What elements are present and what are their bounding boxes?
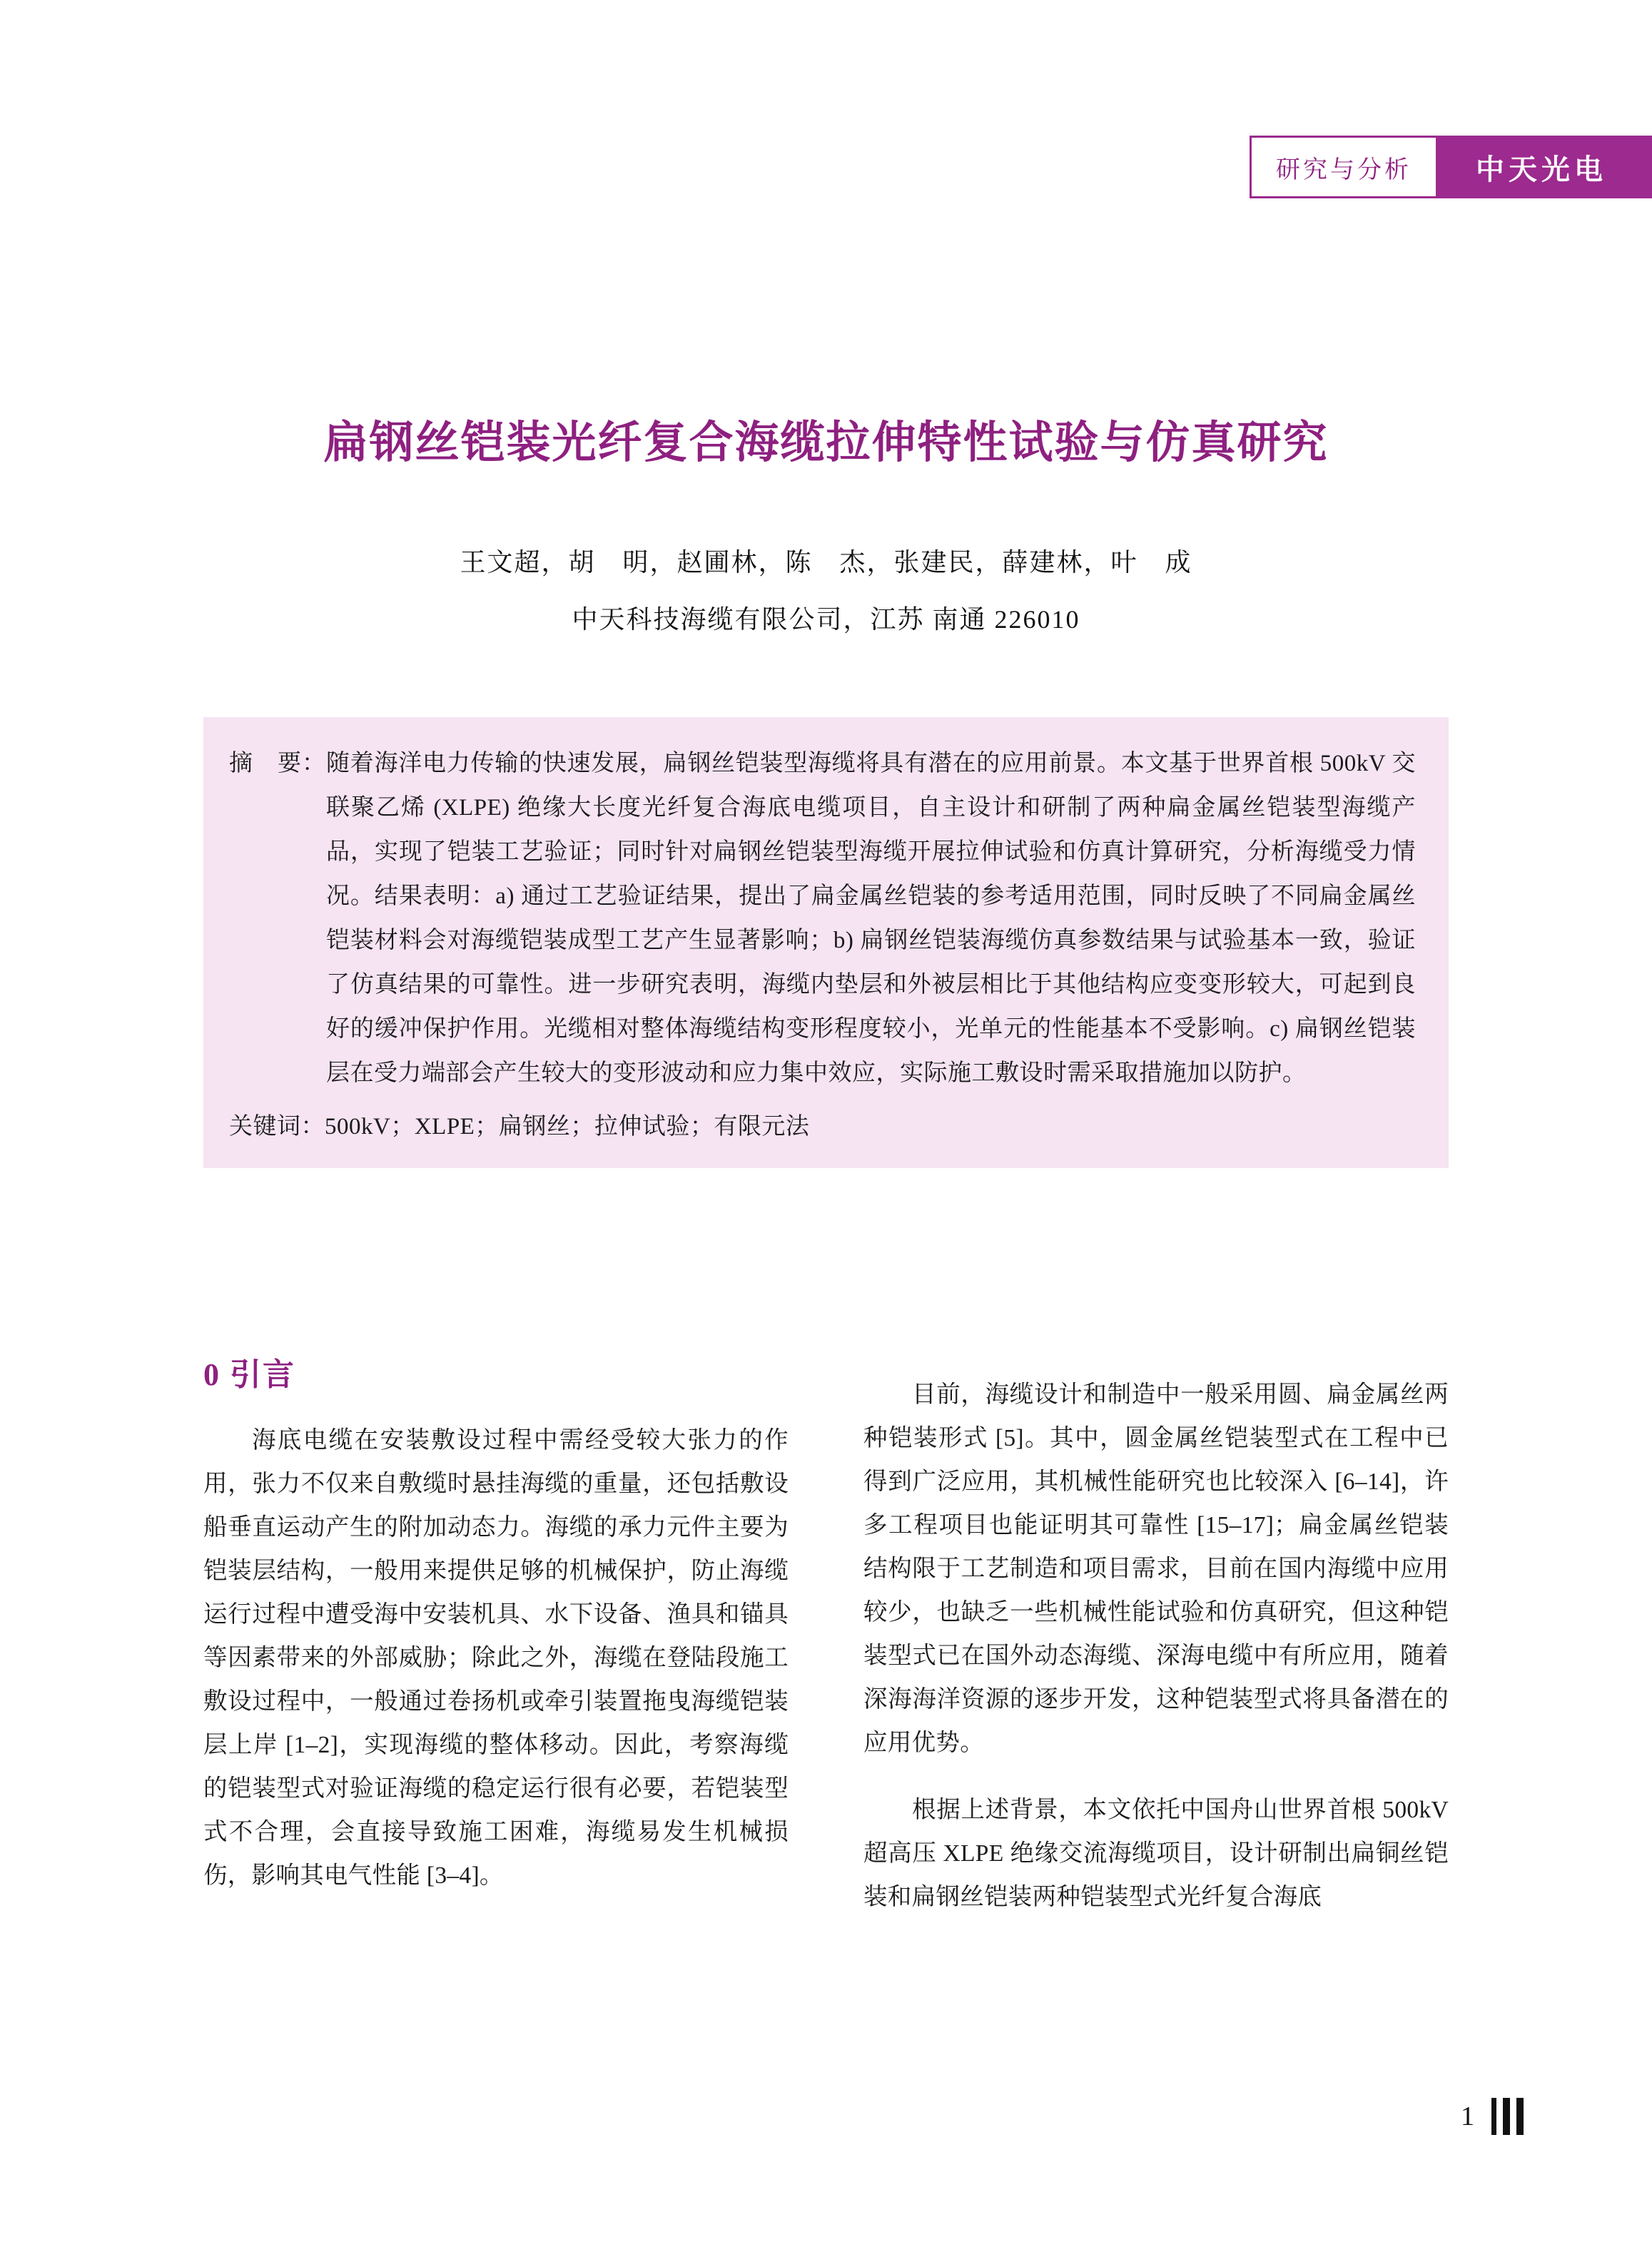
abstract-label: 摘 要： [229,751,326,776]
keywords-line: 关键词：500kV；XLPE；扁钢丝；拉伸试验；有限元法 [229,1114,810,1140]
body-columns [203,1349,1449,1943]
affiliation: 中天科技海缆有限公司，江苏 南通 226010 [572,605,1080,634]
footer-bars-decoration [1491,2098,1524,2135]
abstract-row [229,741,1416,1095]
abstract-block [203,717,1449,1168]
page-title: 扁钢丝铠装光纤复合海缆拉伸特性试验与仿真研究 [323,419,1329,467]
header-section-label: 研究与分析 [1250,136,1438,198]
paragraph: 目前，海缆设计和制造中一般采用圆、扁金属丝两种铠装形式 [5]。其中，圆金属丝铠装型式在工程中已得到广泛应用，其机械性能研究也比较深入 [6–14]，许多工程项目也能证明其可靠性 [15–17]；扁金属丝铠装结构限于工艺制造和项目需求，目前在国内海缆中应用较少，也缺乏一些机械性能试验和仿真研究，但这种铠装型式已在国外动态海缆、深海电缆中有所应用，随着深海海洋资源的逐步开发，这种铠装型式将具备潜在的应用优势。 [863,1381,1449,1756]
section-heading-introduction: 0 引言 [203,1357,295,1392]
paragraph: 根据上述背景，本文依托中国舟山世界首根 500kV 超高压 XLPE 绝缘交流海缆项目，设计研制出扁铜丝铠装和扁钢丝铠装两种铠装型式光纤复合海底 [863,1797,1449,1910]
page-footer [1461,2098,1524,2135]
author-list: 王文超，胡 明，赵圃林，陈 杰，张建民，薛建林，叶 成 [460,548,1192,577]
column-left [203,1349,789,1943]
abstract-text: 随着海洋电力传输的快速发展，扁钢丝铠装型海缆将具有潜在的应用前景。本文基于世界首根 500kV 交联聚乙烯 (XLPE) 绝缘大长度光纤复合海底电缆项目，自主设计和研制了两种扁金属丝铠装型海缆产品，实现了铠装工艺验证；同时针对扁钢丝铠装型海缆开展拉伸试验和仿真计算研究，分析海缆受力情况。结果表明：a) 通过工艺验证结果，提出了扁金属丝铠装的参考适用范围，同时反映了不同扁金属丝铠装材料会对海缆铠装成型工艺产生显著影响；b) 扁钢丝铠装海缆仿真参数结果与试验基本一致，验证了仿真结果的可靠性。进一步研究表明，海缆内垫层和外被层相比于其他结构应变变形较大，可起到良好的缓冲保护作用。光缆相对整体海缆结构变形程度较小，光单元的性能基本不受影响。c) 扁钢丝铠装层在受力端部会产生较大的变形波动和应力集中效应，实际施工敷设时需采取措施加以防护。 [326,751,1416,1086]
header-brand-logo: 中天光电 [1438,136,1652,198]
column-right [863,1349,1449,1943]
page-number: 1 [1461,2101,1474,2131]
page-header [1250,136,1652,198]
paragraph: 海底电缆在安装敷设过程中需经受较大张力的作用，张力不仅来自敷缆时悬挂海缆的重量，还包括敷设船垂直运动产生的附加动态力。海缆的承力元件主要为铠装层结构，一般用来提供足够的机械保护，防止海缆运行过程中遭受海中安装机具、水下设备、渔具和锚具等因素带来的外部威胁；除此之外，海缆在登陆段施工敷设过程中，一般通过卷扬机或牵引装置拖曳海缆铠装层上岸 [1–2]，实现海缆的整体移动。因此，考察海缆的铠装型式对验证海缆的稳定运行很有必要，若铠装型式不合理，会直接导致施工困难，海缆易发生机械损伤，影响其电气性能 [3–4]。 [203,1426,789,1889]
